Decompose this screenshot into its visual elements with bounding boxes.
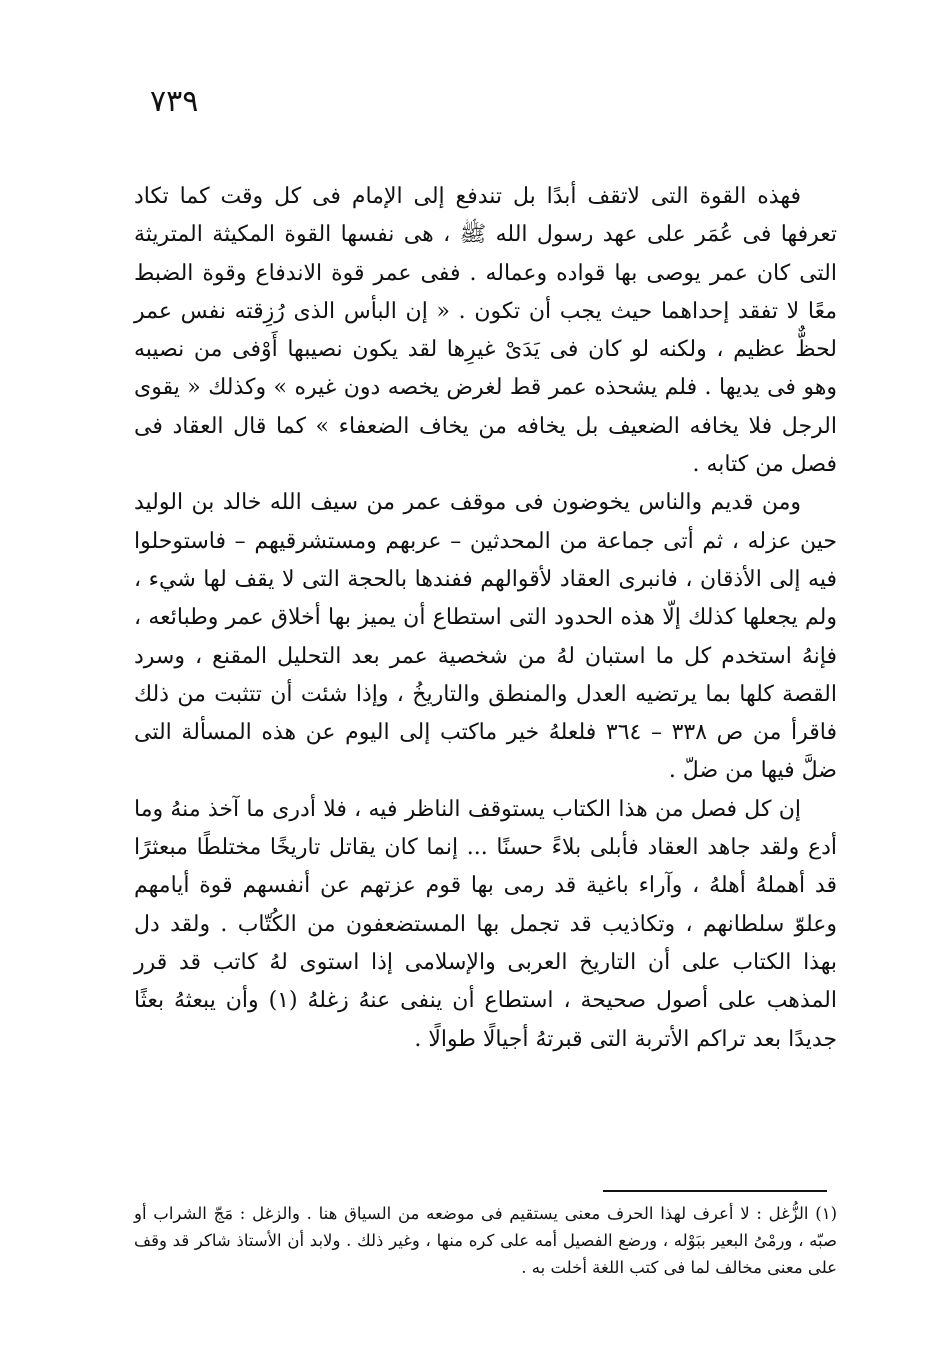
- paragraph: فهذه القوة التى لاتقف أبدًا بل تندفع إلى الإمام فى كل وقت كما تكاد تعرفها فى عُمَر على عهد رسول الله ﷺ ، هى نفسها القوة المكيثة المتريثة التى كان عمر يوصى بها قواده وعماله . ففى عمر قوة الاندفاع وقوة الضبط معًا لا تفقد إحداهما حيث يجب أن تكون . « إن البأس الذى رُزِقته نفس عمر لحظٌّ عظيم ، ولكنه لو كان فى يَدَىْ غيرِها لقد يكون نصيبها أَوْفى من نصيبه وهو فى يديها . فلم يشحذه عمر قط لغرض يخصه دون غيره » وكذلك « يقوى الرجل فلا يخافه الضعيف بل يخافه من يخاف الضعفاء » كما قال العقاد فى فصل من كتابه .: [134, 184, 837, 478]
- footnote-divider: [603, 1190, 827, 1192]
- paragraph: إن كل فصل من هذا الكتاب يستوقف الناظر فيه ، فلا أدرى ما آخذ منهُ وما أدع ولقد جاهد العقاد فأبلى بلاءً حسنًا ... إنما كان يقاتل تاريخًا مختلطًا مبعثرًا قد أهملهُ أهلهُ ، وآراء باغية قد رمى بها قوم عزتهم عن أنفسهم قوة أيامهم وعلوّ سلطانهم ، وتكاذيب قد تجمل بها المستضعفون من الكُتّاب . ولقد دل بهذا الكتاب على أن التاريخ العربى والإسلامى إذا استوى لهُ كاتب قد قرر المذهب على أصول صحيحة ، استطاع أن ينفى عنهُ زغلهُ (١) وأن يبعثهُ بعثًا جديدًا بعد تراكم الأتربة التى قبرتهُ أجيالًا طوالًا .: [134, 796, 837, 1052]
- main-text: [134, 178, 837, 1059]
- page-number: ٧٣٩: [150, 84, 199, 119]
- paragraph: ومن قديم والناس يخوضون فى موقف عمر من سيف الله خالد بن الوليد حين عزله ، ثم أتى جماعة من المحدثين – عربهم ومستشرقيهم – فاستوحلوا فيه إلى الأذقان ، فانبرى العقاد لأقوالهم ففندها بالحجة التى لا يقف لها شيء ، ولم يجعلها كذلك إلّا هذه الحدود التى استطاع أن يميز بها أخلاق عمر وطبائعه ، فإنهُ استخدم كل ما استبان لهُ من شخصية عمر بعد التحليل المقنع ، وسرد القصة كلها بما يرتضيه العدل والمنطق والتاريخُ ، وإذا شئت أن تتثبت من ذلك فاقرأ من ص ٣٣٨ – ٣٦٤ فلعلهُ خير ماكتب إلى اليوم عن هذه المسألة التى ضلَّ فيها من ضلّ .: [134, 490, 837, 784]
- footnote: (١) الزُّغل : لا أعرف لهذا الحرف معنى يستقيم فى موضعه من السياق هنا . والزغل : مَجّ الشراب أو صبّه ، ورمْىُ البعير ببَوْله ، ورضع الفصيل أمه على كره منها ، وغير ذلك . ولابد أن الأستاذ شاكر قد وقف على معنى مخالف لما فى كتب اللغة أخلت به .: [134, 1204, 837, 1277]
- footnotes: [134, 1200, 837, 1281]
